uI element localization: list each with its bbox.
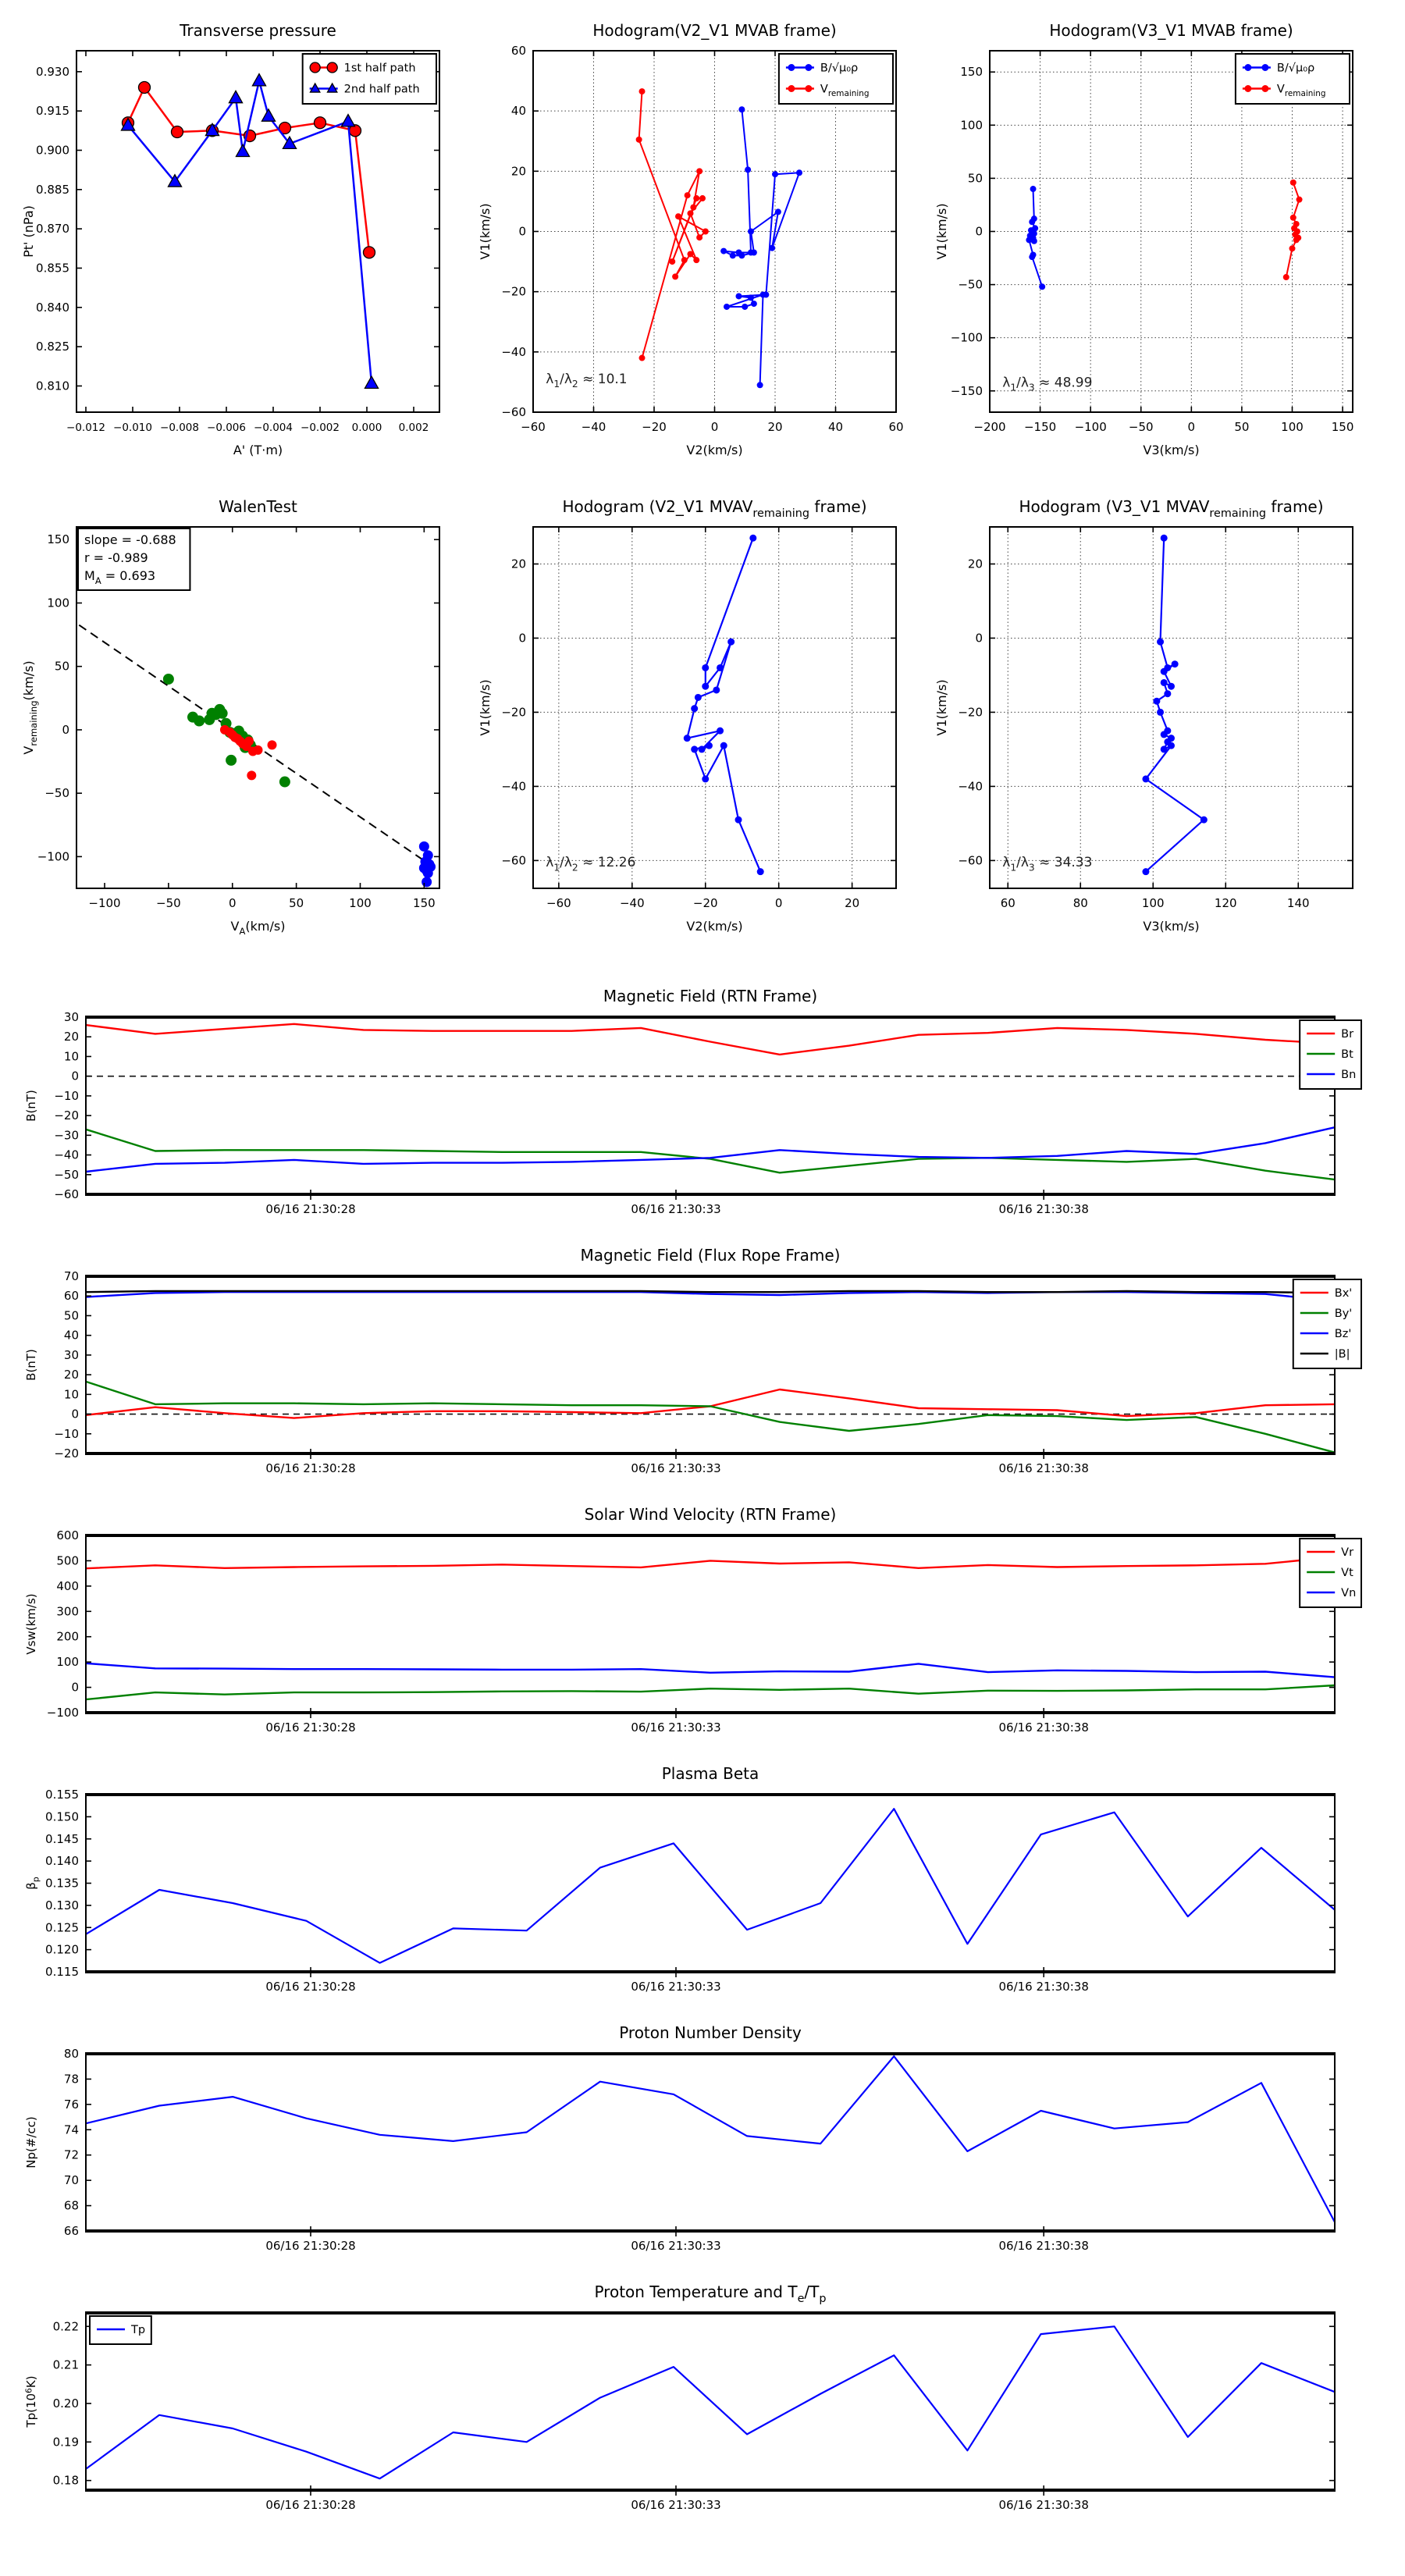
y-tick-label: 0.21 [52,2357,79,2372]
annotation: $\lambda_1/\lambda_3 \approx 34.33$ [1002,855,1093,873]
y-tick-label: 0.155 [45,1788,79,1802]
y-tick-label: 0.900 [36,143,69,158]
x-tick-label: 06/16 21:30:38 [998,1720,1089,1735]
x-tick-label: −0.010 [113,422,152,434]
y-tick-label: 60 [63,1289,79,1304]
legend-label: |B| [1334,1348,1350,1361]
series-Bz' [86,1292,1335,1300]
x-tick-label: 06/16 21:30:33 [631,1202,721,1216]
axes-frame [76,51,439,412]
legend-label: 2nd half path [343,83,420,96]
series-Vn [86,1663,1335,1678]
y-axis-label: Pt' (nPa) [21,205,36,258]
y-tick-label: 40 [510,104,526,119]
x-tick-label: 100 [349,896,372,910]
y-tick-label: −50 [54,1167,79,1182]
series-B/√μ₀ρ [724,109,799,385]
y-tick-label: 100 [47,596,69,610]
annotation: $\lambda_1/\lambda_2 \approx 12.26$ [546,855,636,873]
x-tick-label: 150 [413,896,436,910]
y-tick-label: −20 [958,705,983,720]
x-tick-label: 06/16 21:30:33 [631,1980,721,1994]
y-tick-label: 20 [510,557,526,571]
x-tick-label: 06/16 21:30:28 [265,1720,356,1735]
y-axis-label: B(nT) [24,1349,38,1381]
y-tick-label: 0.20 [52,2396,79,2411]
annotation: $\lambda_1/\lambda_3 \approx 48.99$ [1002,375,1093,393]
y-axis-label: $V_{remaining}(km/s)$ [21,660,39,755]
y-tick-label: 78 [63,2072,79,2087]
series-Bt [86,1130,1335,1179]
x-tick-label: −0.002 [301,422,340,434]
x-tick-label: −50 [156,896,181,910]
x-tick-label: −60 [521,420,546,434]
y-tick-label: 0 [975,631,983,646]
y-tick-label: −60 [501,853,526,868]
x-tick-label: 06/16 21:30:38 [998,1202,1089,1216]
y-tick-label: 0.125 [45,1920,79,1935]
x-tick-label: 100 [1141,896,1165,910]
series-V hodogram [1146,538,1204,871]
legend-label: Br [1341,1028,1354,1041]
legend-label: B/√μ₀ρ [820,62,859,75]
plot-title: Proton Number Density [619,2023,802,2042]
x-tick-label: 50 [1234,420,1250,434]
chart-hodogram-v2v1-mvav [472,482,925,951]
plot-title: Hodogram(V2_V1 MVAB frame) [592,21,837,40]
plot-plasma_beta [12,1757,1393,2003]
legend-label: Vr [1341,1546,1354,1559]
plot-proton_density [12,2016,1393,2262]
x-tick-label: 06/16 21:30:38 [998,1461,1089,1475]
chart-proton-number-density [12,2016,1393,2262]
y-axis-label: $Tp(10^6K)$ [23,2375,38,2428]
x-tick-label: 06/16 21:30:33 [631,1720,721,1735]
stats-line: r = -0.989 [84,550,148,565]
x-tick-label: 0 [710,420,719,434]
x-tick-label: −20 [692,896,718,910]
y-tick-label: 0.120 [45,1942,79,1957]
x-tick-label: 06/16 21:30:33 [631,1461,721,1475]
y-tick-label: −50 [44,786,69,801]
y-axis-label: V1(km/s) [934,679,949,736]
y-tick-label: 0 [518,224,526,239]
x-tick-label: −60 [546,896,571,910]
y-tick-label: −10 [54,1426,79,1441]
series-V hodogram [687,538,760,871]
x-tick-label: 0.000 [351,422,382,434]
plot-title: Hodogram(V3_V1 MVAB frame) [1049,21,1293,40]
x-tick-label: 20 [845,896,860,910]
y-tick-label: 76 [63,2097,79,2112]
chart-hodogram-v2v1-mvab [472,6,925,475]
y-tick-label: 0.150 [45,1809,79,1824]
y-axis-label: $\beta_p$ [24,1877,41,1890]
y-tick-label: 0.135 [45,1876,79,1891]
legend-label: Bt [1341,1048,1353,1061]
y-tick-label: 300 [56,1604,79,1619]
legend-label: Bx' [1334,1287,1353,1300]
legend-label: Tp [131,2324,146,2336]
y-tick-label: −20 [501,705,526,720]
x-tick-label: −0.006 [207,422,246,434]
x-tick-label: 0 [774,896,783,910]
y-tick-label: −150 [950,383,983,398]
chart-walen-test [16,482,468,951]
y-tick-label: 0 [71,1680,79,1695]
y-tick-label: 30 [63,1010,79,1024]
y-tick-label: 50 [967,171,983,186]
legend-label: Vt [1341,1567,1353,1579]
y-tick-label: 40 [63,1328,79,1343]
y-tick-label: 0.19 [52,2435,79,2450]
y-tick-label: 200 [56,1629,79,1644]
y-tick-label: −40 [958,779,983,794]
y-tick-label: 30 [63,1347,79,1362]
chart-proton-temperature [12,2275,1393,2521]
plot-transverse_pressure [16,6,468,475]
y-tick-label: 74 [63,2122,79,2137]
annotation: $\lambda_1/\lambda_2 \approx 10.1$ [546,371,628,390]
x-tick-label: 0 [1187,420,1196,434]
y-tick-label: −20 [54,1446,79,1461]
x-tick-label: 0.002 [398,422,429,434]
plot-hodogram_v2v1_mvab [472,6,925,475]
y-tick-label: 20 [510,164,526,179]
y-tick-label: 20 [63,1030,79,1044]
y-axis-label: V1(km/s) [478,679,493,736]
y-tick-label: 0 [71,1407,79,1421]
y-tick-label: 0 [62,722,69,737]
y-tick-label: 0.825 [36,340,69,354]
y-tick-label: 0.130 [45,1898,79,1912]
x-tick-label: −40 [581,420,606,434]
x-tick-label: −100 [1074,420,1107,434]
x-tick-label: −20 [642,420,667,434]
legend-label: $V_{remaining}$ [820,83,870,98]
x-tick-label: −100 [88,896,121,910]
y-axis-label: B(nT) [24,1090,38,1122]
y-tick-label: 0.22 [52,2319,79,2334]
y-tick-label: −30 [54,1128,79,1143]
plot-mag_rtn [12,980,1393,1226]
y-tick-label: −60 [958,853,983,868]
x-tick-label: 50 [289,896,304,910]
axes-frame [86,2054,1335,2231]
y-tick-label: 0.145 [45,1831,79,1846]
x-tick-label: 06/16 21:30:33 [631,2498,721,2512]
y-tick-label: −20 [54,1108,79,1123]
x-tick-label: 140 [1286,896,1310,910]
legend-label: B/√μ₀ρ [1276,62,1315,75]
x-tick-label: 06/16 21:30:28 [265,2498,356,2512]
chart-hodogram-v3v1-mvav [929,482,1382,951]
legend-label: Bn [1341,1069,1357,1081]
y-tick-label: 70 [63,2173,79,2188]
x-tick-label: 06/16 21:30:38 [998,2498,1089,2512]
chart-magnetic-field-rtn [12,980,1393,1226]
y-tick-label: 72 [63,2147,79,2162]
x-tick-label: −40 [619,896,645,910]
y-tick-label: −40 [501,779,526,794]
y-tick-label: 80 [63,2047,79,2061]
x-axis-label: V3(km/s) [1143,919,1200,934]
series-V_{remaining} [639,91,706,358]
x-tick-label: −0.012 [66,422,105,434]
legend-label: 1st half path [343,62,416,75]
y-tick-label: 0.115 [45,1965,79,1979]
y-tick-label: 150 [960,65,983,80]
y-tick-label: 0 [518,631,526,646]
x-tick-label: 120 [1214,896,1237,910]
y-tick-label: 10 [63,1387,79,1402]
x-tick-label: 06/16 21:30:28 [265,2239,356,2253]
x-tick-label: 20 [767,420,783,434]
legend-label: Vn [1341,1587,1357,1599]
plot-title: Plasma Beta [661,1764,759,1783]
x-tick-label: −200 [973,420,1006,434]
chart-magnetic-field-flux-rope [12,1239,1393,1485]
plot-walen_test [16,482,468,951]
plot-title: Hodogram (V3_V1 $MVAV_{remaining}$ frame) [1019,497,1324,520]
plot-title: Hodogram (V2_V1 $MVAV_{remaining}$ frame) [562,497,867,520]
x-tick-label: 100 [1281,420,1304,434]
y-tick-label: 0 [975,224,983,239]
series-Vt [86,1685,1335,1699]
y-tick-label: 0 [71,1069,79,1083]
plot-title: Magnetic Field (RTN Frame) [603,987,818,1005]
y-tick-label: −40 [54,1147,79,1162]
x-tick-label: 150 [1331,420,1354,434]
legend-label: Bz' [1334,1328,1352,1340]
x-tick-label: 06/16 21:30:28 [265,1980,356,1994]
y-tick-label: 100 [960,118,983,133]
y-tick-label: 400 [56,1578,79,1593]
y-axis-label: V1(km/s) [934,203,949,260]
x-tick-label: −150 [1023,420,1057,434]
legend-label: By' [1334,1308,1353,1320]
axes-frame [86,1017,1335,1194]
axes-frame [86,1795,1335,1972]
x-tick-label: 06/16 21:30:38 [998,2239,1089,2253]
x-tick-label: 0 [228,896,237,910]
y-tick-label: 600 [56,1528,79,1542]
series-Np [86,2056,1335,2222]
y-tick-label: 0.810 [36,379,69,393]
plot-title: WalenTest [219,497,297,516]
axes-frame [86,1276,1335,1453]
y-tick-label: 20 [967,557,983,571]
chart-transverse-pressure [16,6,468,475]
series-Br [86,1024,1335,1055]
y-tick-label: 20 [63,1368,79,1382]
series-beta_p [86,1809,1335,1962]
plot-hodogram_v2v1_mvav [472,482,925,951]
series-Vr [86,1557,1335,1569]
y-tick-label: −20 [501,284,526,299]
y-tick-label: −10 [54,1088,79,1103]
axes-frame [533,51,896,412]
plot-title: Magnetic Field (Flux Rope Frame) [580,1246,841,1265]
y-tick-label: 50 [63,1308,79,1323]
x-axis-label: V2(km/s) [686,443,743,457]
stats-line: $M_A = 0.693$ [84,568,156,586]
y-tick-label: −60 [501,405,526,419]
y-tick-label: 150 [47,532,69,547]
y-tick-label: 0.18 [52,2473,79,2488]
y-tick-label: 50 [54,659,69,674]
y-tick-label: 0.885 [36,182,69,197]
y-tick-label: 0.930 [36,64,69,79]
series-2nd half path [128,81,372,384]
y-axis-label: Np(#/cc) [24,2116,38,2169]
plot-title: Proton Temperature and $T_e/T_p$ [594,2282,827,2305]
x-tick-label: −50 [1128,420,1154,434]
series-Tp [86,2326,1335,2478]
y-tick-label: 500 [56,1553,79,1568]
plot-title: Solar Wind Velocity (RTN Frame) [584,1505,837,1524]
y-tick-label: 0.915 [36,104,69,119]
plot-hodogram_v3v1_mvab [929,6,1382,475]
plot-hodogram_v3v1_mvav [929,482,1382,951]
x-tick-label: 06/16 21:30:28 [265,1202,356,1216]
plot-solar_wind [12,1498,1393,1744]
axes-frame [86,1535,1335,1713]
y-tick-label: 10 [63,1049,79,1064]
y-tick-label: 0.140 [45,1854,79,1869]
chart-plasma-beta [12,1757,1393,2003]
stats-line: slope = -0.688 [84,532,176,547]
y-axis-label: Vsw(km/s) [24,1593,38,1655]
y-tick-label: −60 [54,1187,79,1201]
x-axis-label: V2(km/s) [686,919,743,934]
axes-frame [990,527,1353,888]
y-tick-label: 0.855 [36,261,69,276]
y-tick-label: −100 [46,1706,79,1720]
plot-mag_flux_rope [12,1239,1393,1485]
y-tick-label: −100 [950,330,983,345]
x-tick-label: 40 [827,420,844,434]
x-axis-label: A' (T·m) [233,443,283,457]
y-tick-label: 70 [63,1269,79,1283]
x-tick-label: 60 [1000,896,1016,910]
y-tick-label: 0.840 [36,300,69,315]
chart-solar-wind-velocity [12,1498,1393,1744]
y-tick-label: 66 [63,2224,79,2238]
y-tick-label: −50 [958,277,983,292]
plot-title: Transverse pressure [180,21,336,40]
y-tick-label: 100 [56,1655,79,1670]
x-axis-label: V3(km/s) [1143,443,1200,457]
plot-proton_temp [12,2275,1393,2521]
y-axis-label: V1(km/s) [478,203,493,260]
axes-frame [533,527,896,888]
x-tick-label: 06/16 21:30:28 [265,1461,356,1475]
x-tick-label: −0.004 [254,422,293,434]
y-tick-label: −40 [501,344,526,359]
chart-hodogram-v3v1-mvab [929,6,1382,475]
y-tick-label: 68 [63,2198,79,2213]
x-tick-label: 06/16 21:30:33 [631,2239,721,2253]
x-tick-label: 80 [1072,896,1088,910]
x-tick-label: 60 [888,420,904,434]
x-tick-label: −0.008 [160,422,199,434]
x-axis-label: $V_A(km/s)$ [230,919,286,937]
x-tick-label: 06/16 21:30:38 [998,1980,1089,1994]
legend-label: $V_{remaining}$ [1276,83,1326,98]
y-tick-label: −100 [37,849,69,864]
y-tick-label: 60 [510,44,526,58]
y-tick-label: 0.870 [36,222,69,237]
